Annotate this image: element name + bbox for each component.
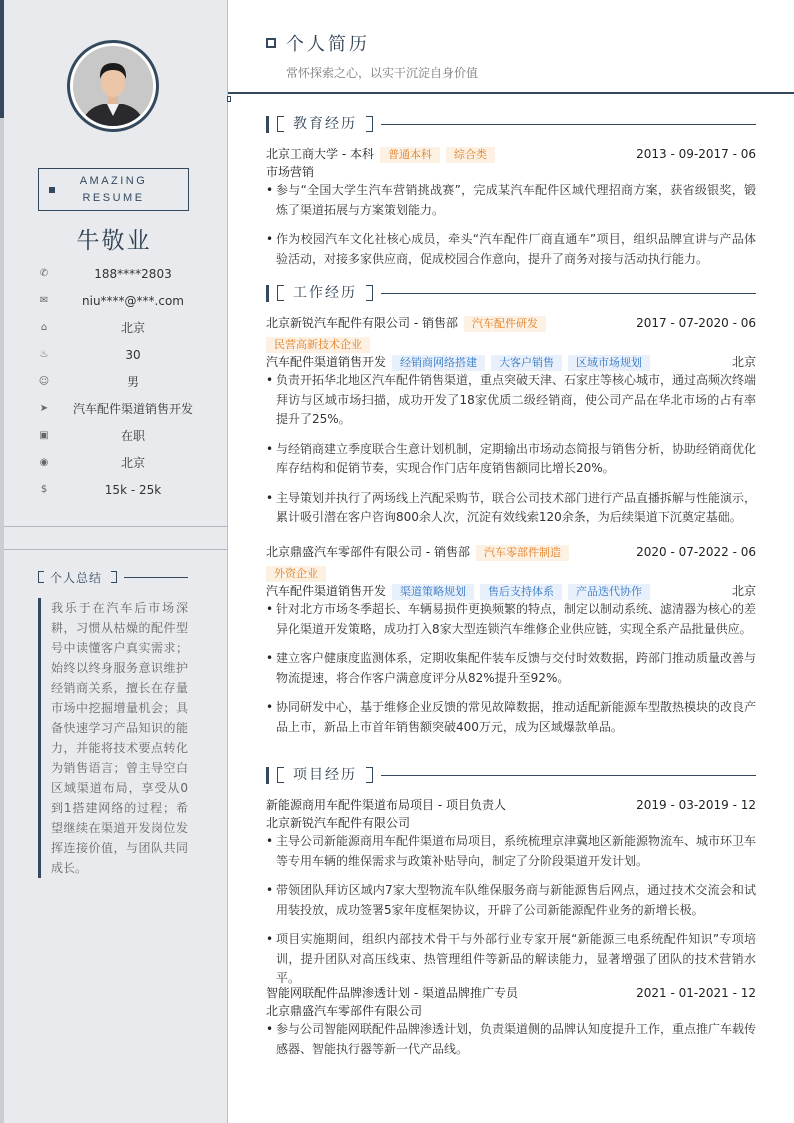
- contact-info-value: 30: [125, 348, 141, 362]
- contact-info-row: [38, 455, 208, 475]
- skill-tag: 大客户销售: [491, 355, 562, 371]
- title-square-icon: [266, 38, 276, 48]
- section-heading-projects: 项目经历: [266, 767, 756, 785]
- summary-heading: 个人总结: [38, 568, 188, 586]
- section-heading-work: 工作经历: [266, 285, 756, 303]
- mail-icon: ✉: [39, 295, 49, 306]
- education-major: 市场营销: [266, 165, 315, 179]
- page-subtitle: 常怀探索之心，以实干沉淀自身价值: [286, 66, 479, 80]
- contact-info-row: [38, 266, 208, 286]
- list-item: • 协同研发中心，基于维修企业反馈的常见故障数据，推动适配新能源车型散热模块的改良产品上市，新品上市首年销售额突破400万元，成为区域爆款单品。: [266, 698, 756, 737]
- list-item: • 负责开拓华北地区汽车配件销售渠道，重点突破天津、石家庄等核心城市，通过高频次终端拜访与区域市场扫描，成功开发了18家优质二级经销商，使公司产品在华北市场的占有率提升了25%。: [266, 371, 756, 430]
- project-dates: 2021 - 01-2021 - 12: [636, 986, 756, 1000]
- contact-info-row: [38, 347, 208, 367]
- cake-icon: ♨: [39, 349, 49, 360]
- briefcase-icon: ▣: [39, 430, 49, 441]
- contact-info-value: 188****2803: [94, 267, 172, 281]
- contact-info-value: 汽车配件渠道销售开发: [72, 402, 193, 416]
- badge-square-icon: [49, 187, 55, 193]
- resume-badge: [38, 168, 189, 211]
- job-role-row: [266, 353, 756, 371]
- project-dates: 2019 - 03-2019 - 12: [636, 798, 756, 812]
- user-icon: ☺: [38, 376, 50, 387]
- list-item: • 与经销商建立季度联合生意计划机制，定期输出市场动态简报与销售分析，协助经销商优化库存结构和促销节奏，实现合作门店年度销售额同比增长20%。: [266, 440, 756, 479]
- header-rule: [228, 92, 794, 94]
- contact-info-row: [38, 482, 208, 502]
- project-company: 北京鼎盛汽车零部件有限公司: [266, 1004, 423, 1018]
- list-item: • 作为校园汽车文化社核心成员，牵头“汽车配件厂商直通车”项目，组织品牌宣讲与产品体验活动，对接多家供应商，促成校园合作意向，提升了商务对接与活动执行能力。: [266, 230, 756, 269]
- location-icon: ◉: [39, 457, 49, 468]
- list-item: • 参与公司智能网联配件品牌渗透计划，负责渠道侧的品牌认知度提升工作，重点推广车载传感器、智能执行器等新一代产品线。: [266, 1020, 756, 1059]
- skill-tag: 售后支持体系: [480, 584, 562, 600]
- summary-text: 我乐于在汽车后市场深耕，习惯从枯燥的配件型号中读懂客户真实需求；始终以终身服务意识维护经销商关系，擅长在存量市场中挖掘增量机会；具备快速学习产品知识的能力，并能将技术要点转化为销售语言；曾主导空白区域渠道布局，享受从0到1搭建网络的过程；希望继续在渠道开发岗位发挥连接价值，与团队共同成长。: [38, 598, 188, 878]
- job-company: 北京新锐汽车配件有限公司 - 销售部: [266, 316, 458, 330]
- company-type-row: [266, 335, 756, 353]
- sidebar-divider: [4, 549, 228, 550]
- contact-info-row: [38, 401, 208, 421]
- job-header-row: [266, 314, 756, 332]
- badge-line-1: AMAZING: [79, 175, 148, 187]
- education-bullets: [266, 181, 756, 279]
- header-rule-marker: [227, 96, 231, 102]
- job-city: 北京: [731, 584, 756, 598]
- job-role: 汽车配件渠道销售开发: [266, 584, 387, 598]
- project-name: 新能源商用车配件渠道布局项目 - 项目负责人: [266, 798, 506, 812]
- contact-info-value: niu****@***.com: [82, 294, 184, 308]
- contact-info-value: 男: [126, 375, 139, 389]
- list-item: • 项目实施期间，组织内部技术骨干与外部行业专家开展“新能源三电系统配件知识”专项培训，提升团队对高压线束、热管理组件等新品的解读能力，显著增强了团队的技术营销水平。: [266, 930, 756, 989]
- education-tag: 综合类: [446, 147, 495, 163]
- education-tag: 普通本科: [380, 147, 440, 163]
- project-bullets: [266, 832, 756, 999]
- skill-tag: 经销商网络搭建: [392, 355, 485, 371]
- job-bullets: [266, 600, 756, 747]
- contact-info-value: 北京: [120, 456, 145, 470]
- phone-icon: ✆: [39, 268, 49, 279]
- project-name: 智能网联配件品牌渗透计划 - 渠道品牌推广专员: [266, 986, 518, 1000]
- company-type-tag: 外资企业: [266, 566, 326, 582]
- job-bullets: [266, 371, 756, 538]
- project-header-row: [266, 796, 756, 814]
- avatar-photo: [73, 46, 153, 126]
- industry-tag: 汽车零部件制造: [476, 545, 569, 561]
- badge-line-2: RESUME: [82, 192, 145, 204]
- education-dates: 2013 - 09-2017 - 06: [636, 147, 756, 161]
- company-type-row: [266, 564, 756, 582]
- list-item: • 针对北方市场冬季超长、车辆易损件更换频繁的特点，制定以制动系统、滤清器为核心的差异化渠道开发策略，成功打入8家大型连锁汽车维修企业供应链，实现全系产品批量供应。: [266, 600, 756, 639]
- contact-info-value: 在职: [120, 429, 145, 443]
- contact-info-row: [38, 374, 208, 394]
- candidate-name: 牛敬业: [76, 228, 152, 254]
- list-item: • 主导公司新能源商用车配件渠道布局项目，系统梳理京津冀地区新能源物流车、城市环卫车等专用车辆的维保需求与政策补贴导向，制定了分阶段渠道开发计划。: [266, 832, 756, 871]
- salary-icon: $: [40, 484, 48, 495]
- job-header-row: [266, 543, 756, 561]
- contact-info-value: 北京: [120, 321, 145, 335]
- avatar: [67, 40, 159, 132]
- job-company: 北京鼎盛汽车零部件有限公司 - 销售部: [266, 545, 470, 559]
- contact-info-row: [38, 428, 208, 448]
- sidebar: [0, 0, 228, 1123]
- industry-tag: 汽车配件研发: [464, 316, 546, 332]
- section-heading-education: 教育经历: [266, 116, 756, 134]
- job-city: 北京: [731, 355, 756, 369]
- home-icon: ⌂: [40, 322, 48, 333]
- education-header-row: [266, 145, 756, 163]
- list-item: • 主导策划并执行了两场线上汽配采购节，联合公司技术部门进行产品直播拆解与性能演示，累计吸引潜在客户咨询800余人次，沉淀有效线索120余条，为后续渠道下沉奠定基础。: [266, 489, 756, 528]
- page-title: 个人简历: [286, 34, 370, 55]
- job-dates: 2017 - 07-2020 - 06: [636, 316, 756, 330]
- job-role: 汽车配件渠道销售开发: [266, 355, 387, 369]
- project-bullets: [266, 1020, 756, 1069]
- contact-info-row: [38, 293, 208, 313]
- project-header-row: [266, 984, 756, 1002]
- list-item: • 带领团队拜访区域内7家大型物流车队维保服务商与新能源售后网点，通过技术交流会和试用装投放，成功签署5家年度框架协议，开辟了公司新能源配件业务的新增长极。: [266, 881, 756, 920]
- list-item: • 建立客户健康度监测体系，定期收集配件装车反馈与交付时效数据，跨部门推动质量改善与物流提速，将合作客户满意度评分从82%提升至92%。: [266, 649, 756, 688]
- sidebar-accent-bar: [0, 0, 4, 1123]
- skill-tag: 渠道策略规划: [392, 584, 474, 600]
- sidebar-divider: [4, 526, 228, 527]
- skill-tag: 产品迭代协作: [568, 584, 650, 600]
- contact-info-value: 15k - 25k: [104, 483, 162, 497]
- company-type-tag: 民营高新技术企业: [266, 337, 370, 353]
- send-icon: ➤: [39, 403, 49, 414]
- job-dates: 2020 - 07-2022 - 06: [636, 545, 756, 559]
- skill-tag: 区域市场规划: [568, 355, 650, 371]
- job-role-row: [266, 582, 756, 600]
- school-degree: 北京工商大学 - 本科: [266, 147, 374, 161]
- list-item: • 参与“全国大学生汽车营销挑战赛”，完成某汽车配件区域代理招商方案，获省级银奖，锻炼了渠道拓展与方案策划能力。: [266, 181, 756, 220]
- contact-info-row: [38, 320, 208, 340]
- project-company: 北京新锐汽车配件有限公司: [266, 816, 411, 830]
